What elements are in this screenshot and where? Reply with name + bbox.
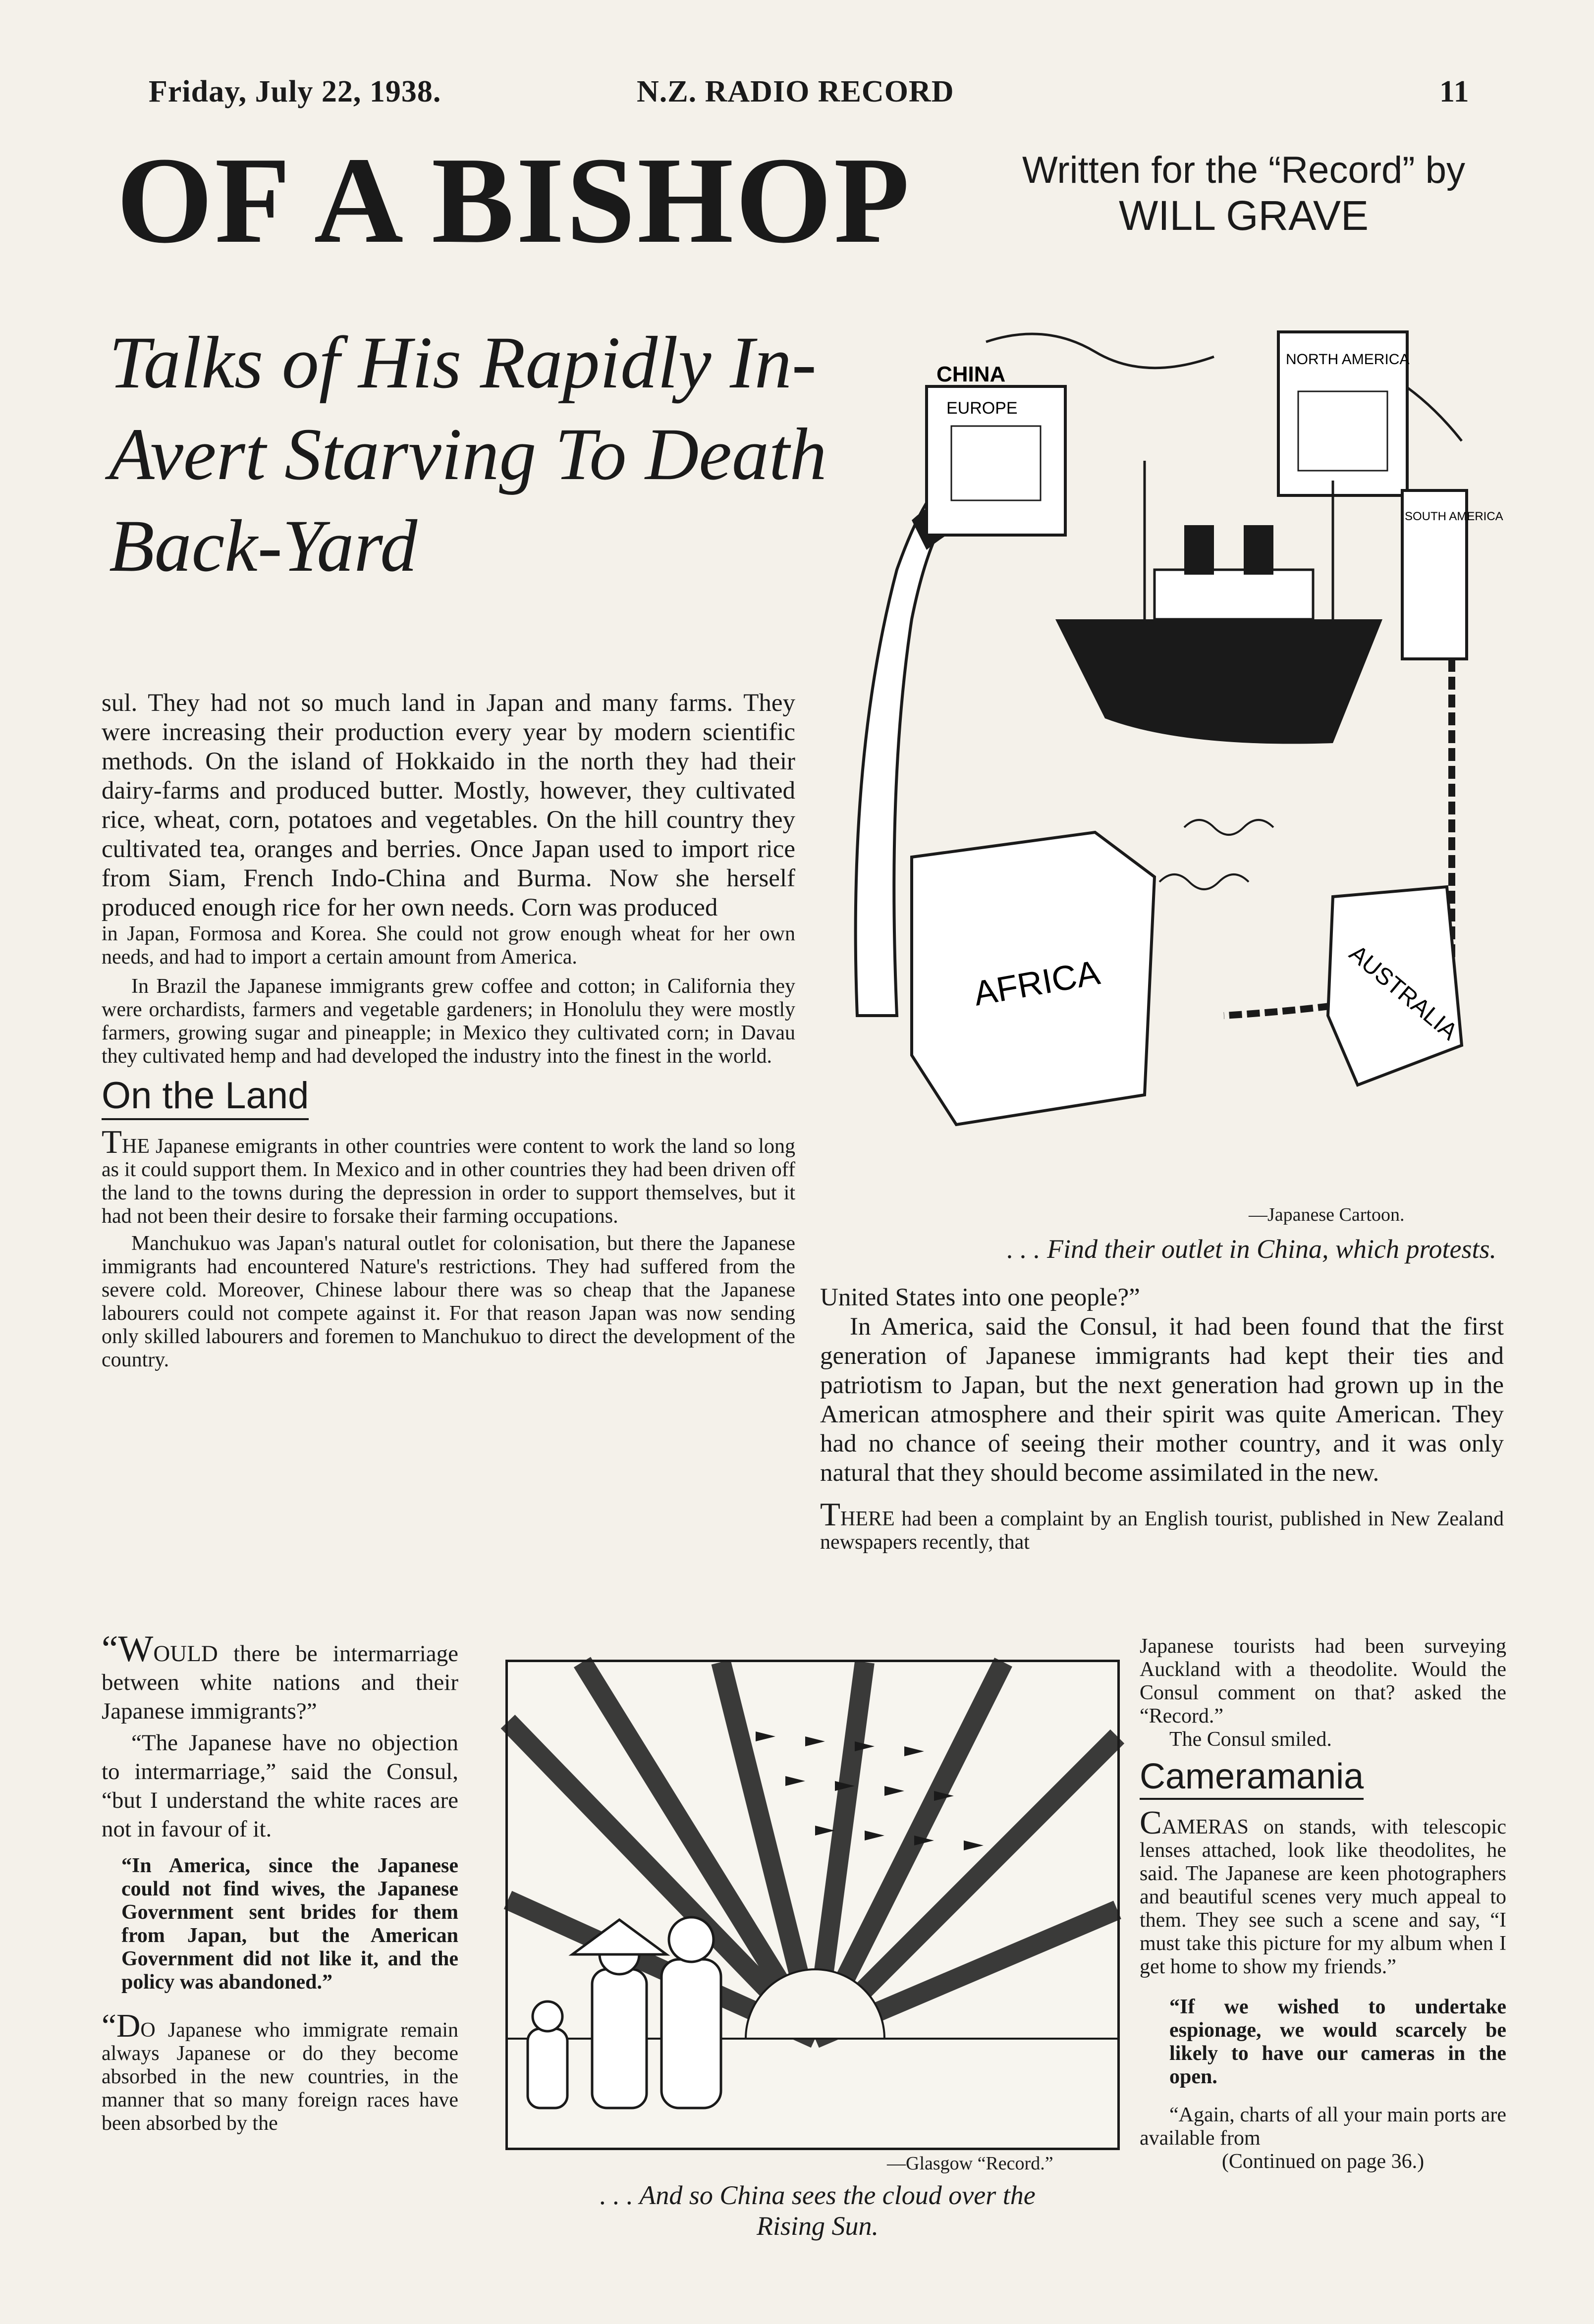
- section-heading-cameramania: Cameramania: [1140, 1756, 1364, 1800]
- page-number: 11: [1439, 75, 1470, 108]
- paragraph-espionage: “If we wished to undertake espionage, we would scarcely be likely to have our cameras in the open.: [1169, 1996, 1506, 2088]
- cartoon-bottom-caption-line-1: . . . And so China sees the cloud over the: [600, 2180, 1036, 2210]
- right-column-lower: [1140, 1635, 1506, 2173]
- cartoon-bottom-caption-line-2: Rising Sun.: [756, 2211, 879, 2241]
- paragraph-land-2: Manchukuo was Japan's natural outlet for colonisation, but there the Japanese immigrants had encountered Nature's restrictions. They had suffered from the severe cold. Moreover, Chinese labour there was so cheap that the Japanese labourers could not compete against it. For that reason Japan was now sending only skilled labourers and foremen to Manchukuo to direct the development of the country.: [102, 1232, 795, 1371]
- cartoon-bottom-credit: —Glasgow “Record.”: [887, 2153, 1053, 2174]
- label-china: CHINA: [936, 362, 1006, 386]
- byline: [971, 149, 1516, 240]
- paragraph-cameras: CAMERAS on stands, with telescopic lenses attached, look like theodolites, he said. The Japanese are keen photographers and beautiful scenes very much appeal to them. They see such a scene and say, “I must take this picture for my album when I get home to show my friends.”: [1140, 1804, 1506, 1978]
- paragraph-charts: “Again, charts of all your main ports are available from: [1140, 2104, 1506, 2150]
- cartoon-top-credit: —Japanese Cartoon.: [1249, 1204, 1405, 1225]
- continued-on-page: (Continued on page 36.): [1221, 2150, 1425, 2173]
- right-column-upper: [820, 1283, 1504, 1554]
- cartoon-world-map-drawing: [837, 312, 1503, 1184]
- paragraph-america-generations: In America, said the Consul, it had been found that the first generation of Japanese immigrants had kept their ties and patriotism to Japan, but the next generation had grown up in the American atmosphere and their spirit was quite American. They had no chance of seeing their mother country, and it was only natural that they should become assimilated in the new.: [820, 1313, 1504, 1487]
- byline-author: WILL GRAVE: [1118, 192, 1369, 239]
- cartoon-bottom-caption: [520, 2180, 1115, 2241]
- issue-date: Friday, July 22, 1938.: [149, 75, 441, 108]
- paragraph-intro: sul. They had not so much land in Japan and many farms. They were increasing their production every year by modern scientific methods. On the island of Hokkaido in the north they had their dairy-farms and produced butter. Mostly, however, they cultivated rice, wheat, corn, potatoes and vegetables. On the hill country they cultivated tea, oranges and berries. Once Japan used to import rice from Siam, French Indo-China and Burma. Now she herself produced enough rice for her own needs. Corn was produced: [102, 689, 795, 921]
- paragraph-america-brides: “In America, since the Japanese could not find wives, the Japanese Government sent brides for them from Japan, but the American Government did not like it, and the policy was abandoned.”: [121, 1854, 458, 1994]
- paragraph-theodolite: Japanese tourists had been surveying Auckland with a theodolite. Would the Consul comment on that? asked the “Record.”: [1140, 1635, 1506, 1728]
- label-africa: AFRICA: [971, 953, 1103, 1013]
- article-headline: OF A BISHOP: [116, 132, 912, 269]
- cartoon-world-map: [837, 312, 1503, 1184]
- label-north-america: NORTH AMERICA: [1286, 351, 1410, 368]
- paragraph-united-states: United States into one people?”: [820, 1284, 1140, 1311]
- left-column: [102, 689, 795, 1372]
- paragraph-intermarriage-answer: “The Japanese have no objection to intermarriage,” said the Consul, “but I understand the white races are not in favour of it.: [102, 1730, 458, 1842]
- cartoon-rising-sun: [505, 1660, 1120, 2150]
- paragraph-remain-japanese: “DO Japanese who immigrate remain always Japanese or do they become absorbed in the new countries, in the manner that so many foreign races have been absorbed by the: [102, 2007, 458, 2135]
- paragraph-consul-smiled: The Consul smiled.: [1169, 1728, 1332, 1751]
- label-south-america: SOUTH AMERICA: [1405, 510, 1503, 523]
- cartoon-top-caption: . . . Find their outlet in China, which protests.: [1007, 1234, 1496, 1264]
- paragraph-intro-continued: in Japan, Formosa and Korea. She could not grow enough wheat for her own needs, and had to import a certain amount from America.: [102, 922, 795, 969]
- paragraph-intermarriage-question: “WOULD there be intermarriage between white nations and their Japanese immigrants?”: [102, 1628, 458, 1724]
- subheadline-line-2: Avert Starving To Death: [109, 413, 827, 495]
- subheadline-line-3: Back-Yard: [109, 505, 418, 587]
- subheadline: [109, 317, 827, 592]
- label-europe: EUROPE: [946, 399, 1018, 418]
- section-heading-on-the-land: On the Land: [102, 1074, 309, 1120]
- paragraph-land-1: THE Japanese emigrants in other countries were content to work the land so long as it could support them. In Mexico and in other countries they had been driven off the land to the towns during the depression in order to support themselves, but it had not been their desire to forsake their farming occupations.: [102, 1123, 795, 1228]
- cartoon-rising-sun-drawing: [508, 1662, 1117, 2148]
- subheadline-line-1: Talks of His Rapidly In-: [109, 322, 817, 404]
- publication-name: N.Z. RADIO RECORD: [637, 75, 954, 108]
- paragraph-complaint: THERE had been a complaint by an English tourist, published in New Zealand newspapers recently, that: [820, 1496, 1504, 1554]
- paragraph-brazil: In Brazil the Japanese immigrants grew coffee and cotton; in California they were orchardists, farmers and vegetable gardeners; in Honolulu they were mostly farmers, growing sugar and pineapple; in Mexico they cultivated corn; in Davau they cultivated hemp and had developed the industry into the finest in the world.: [102, 975, 795, 1068]
- byline-written-for: Written for the “Record” by: [1022, 149, 1465, 191]
- bottom-left-column: [102, 1628, 458, 2135]
- label-australia: AUSTRALIA: [1344, 940, 1463, 1045]
